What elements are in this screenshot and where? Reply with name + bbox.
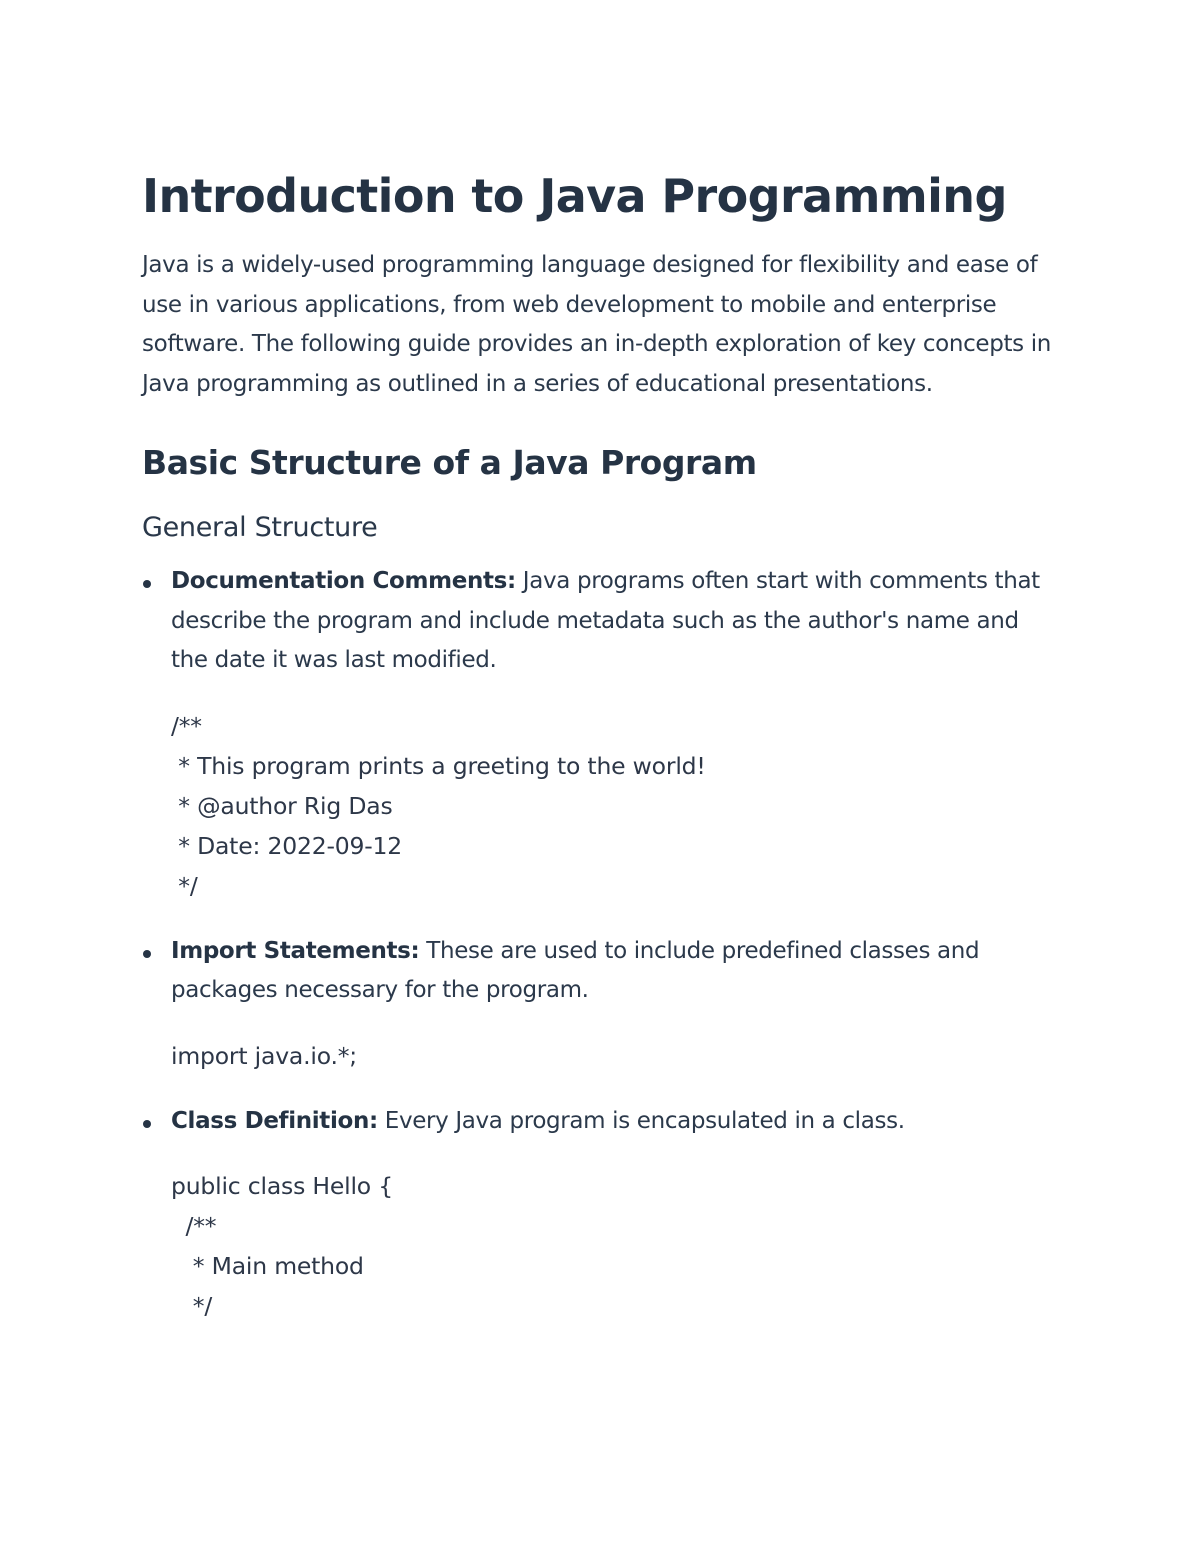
bullet-icon	[143, 1120, 151, 1128]
list-item-class-definition	[142, 1102, 1062, 1327]
section-title: Basic Structure of a Java Program	[142, 443, 757, 482]
bullet-icon	[143, 950, 151, 958]
list-item-description: Every Java program is encapsulated in a class.	[377, 1107, 905, 1134]
code-line: * Date: 2022-09-12	[171, 831, 403, 860]
code-line: * @author Rig Das	[171, 791, 393, 820]
list-item-description: Java programs often start with comments that describe the program and include metadata such as the author's name and the date it was last modified.	[171, 568, 1040, 673]
code-line: * This program prints a greeting to the world!	[171, 751, 706, 780]
subsection-title: General Structure	[142, 512, 378, 543]
document-title: Introduction to Java Programming	[142, 169, 1007, 223]
code-line: /**	[171, 711, 202, 740]
list-item-label: Class Definition:	[171, 1107, 378, 1134]
code-line: */	[171, 871, 198, 900]
document-page	[142, 166, 1062, 1326]
code-line: * Main method	[171, 1252, 364, 1280]
list-item-text	[171, 1102, 1062, 1142]
code-line: public class Hello {	[171, 1172, 393, 1200]
list-item-import-statements	[142, 932, 1062, 1076]
list-item-text	[171, 932, 1062, 1011]
list-item-label: Import Statements:	[171, 937, 420, 964]
code-block-import	[171, 1036, 1062, 1076]
code-line: import java.io.*;	[171, 1041, 357, 1070]
intro-paragraph: Java is a widely-used programming language designed for flexibility and ease of use in various applications, from web development to mobile and enterprise software. The following guide provides an in-depth exploration of key concepts in Java programming as outlined in a series of educational presentations.	[142, 252, 1052, 397]
code-line: /**	[171, 1212, 217, 1240]
list-item-label: Documentation Comments:	[171, 568, 516, 594]
code-line: */	[171, 1292, 213, 1320]
code-block-documentation-comment	[171, 706, 1062, 906]
list-item-text	[171, 562, 1062, 681]
structure-list	[142, 562, 1062, 1326]
bullet-icon	[143, 580, 151, 588]
list-item-documentation-comments	[142, 562, 1062, 906]
code-block-class-definition	[171, 1166, 1062, 1326]
list-item-description: These are used to include predefined classes and packages necessary for the program.	[171, 937, 980, 1003]
